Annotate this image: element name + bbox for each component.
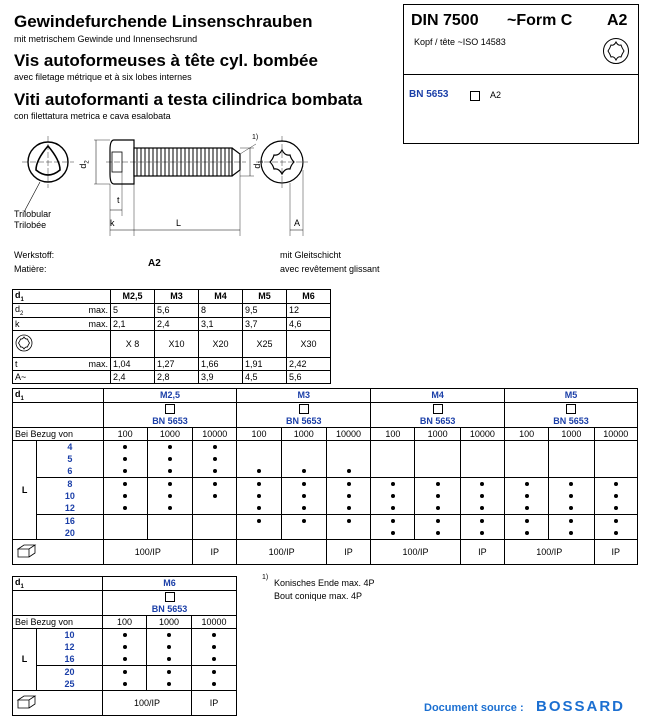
m6-availability-table [12, 576, 237, 716]
bn-checkbox[interactable] [470, 91, 480, 101]
dim-d1: $d_1$ [251, 160, 265, 169]
din-number: DIN 7500 [411, 12, 479, 29]
article-checkbox[interactable] [299, 404, 309, 414]
bn-link[interactable]: BN 5653 [152, 415, 188, 426]
m6-length-row: 20 [13, 665, 237, 678]
bossard-logo[interactable]: BOSSARD [536, 698, 626, 715]
dim-size: M5 [243, 290, 287, 304]
article-checkbox[interactable] [566, 404, 576, 414]
avail-length-row: 5 [13, 453, 638, 465]
dim-size: M3 [155, 290, 199, 304]
material-label-fr: Matière: [14, 264, 47, 274]
bn-article[interactable]: BN 5653 [409, 89, 449, 100]
m6-size-row: $d_1$ M6 [13, 577, 237, 591]
subtitle-it: con filettatura metrica e cava esalobata [14, 111, 171, 121]
subtitle-fr: avec filetage métrique et à six lobes internes [14, 72, 192, 82]
m6-length-row: L 10 [13, 628, 237, 641]
coating-de: mit Gleitschicht [280, 250, 342, 260]
bezug-label: Bei Bezug von [13, 427, 104, 440]
avail-length-row: 8 [13, 477, 638, 490]
bn-link[interactable]: BN 5653 [553, 415, 589, 426]
avail-size-row: $d_1$ M2,5 M3 M4 M5 [13, 389, 638, 403]
subtitle-de: mit metrischem Gewinde und Innensechsrund [14, 34, 198, 44]
label-trilobee: Trilobée [14, 220, 47, 230]
m6-length-row: 25 [13, 678, 237, 691]
bn-link[interactable]: BN 5653 [151, 603, 188, 614]
dim-row-A: A~ 2,4 2,8 3,9 4,5 5,6 [13, 370, 331, 383]
avail-length-row: 6 [13, 465, 638, 478]
head-standard: Kopf / tête ~ISO 14583 [414, 37, 506, 47]
avail-length-row: 10 [13, 490, 638, 502]
material-value: A2 [148, 258, 161, 269]
dim-A: A [294, 218, 301, 228]
footnote-marker: 1) [262, 574, 269, 581]
dim-header-row: $d_1$ M2,5 M3 M4 M5 M6 [13, 290, 331, 304]
m6-pack-row: 100/IP IP [13, 690, 237, 715]
m6-length-row: 16 [13, 653, 237, 666]
label-trilobular: Trilobular [14, 209, 52, 219]
bn-material: A2 [490, 90, 502, 100]
note-marker-drawing: 1) [252, 134, 259, 141]
dimension-table [12, 289, 331, 384]
bn-link[interactable]: BN 5653 [286, 415, 322, 426]
dim-size: M4 [199, 290, 243, 304]
screw-drawing [10, 130, 310, 242]
title-it: Viti autoformanti a testa cilindrica bombata [14, 90, 363, 109]
package-icon [15, 543, 37, 559]
article-checkbox[interactable] [165, 592, 175, 602]
torx-small-icon [15, 334, 33, 352]
torx-drive-icon [602, 37, 630, 65]
avail-size: M5 [505, 389, 638, 403]
coating-fr: avec revêtement glissant [280, 264, 380, 274]
avail-length-row: 20 [13, 527, 638, 540]
avail-size: M2,5 [103, 389, 237, 403]
m6-qty-row: Bei Bezug von 100 1000 10000 [13, 615, 237, 628]
dim-row-drive: X 8 X10 X20 X25 X30 [13, 330, 331, 357]
title-de: Gewindefurchende Linsenschrauben [14, 12, 313, 31]
dim-row-d2: $d_2$ max. 5 5,6 8 9,5 12 [13, 303, 331, 317]
dim-L: L [176, 218, 182, 228]
avail-pack-row: 100/IP IP 100/IP IP 100/IP IP 100/IP IP [13, 539, 638, 564]
avail-qty-row: Bei Bezug von 100 1000 10000 100 1000 10000 100 1000 10000 100 1000 10000 [13, 427, 638, 440]
article-checkbox[interactable] [433, 404, 443, 414]
material-code: A2 [607, 12, 628, 29]
bn-link[interactable]: BN 5653 [419, 415, 456, 426]
package-icon [15, 694, 37, 710]
dim-row-t: t max. 1,04 1,27 1,66 1,91 2,42 [13, 357, 331, 370]
avail-length-row: 12 [13, 502, 638, 515]
dim-k: k [110, 218, 115, 228]
article-checkbox[interactable] [165, 404, 175, 414]
avail-length-row: 16 [13, 514, 638, 527]
avail-size: M4 [371, 389, 505, 403]
document-source-label: Document source : [424, 702, 524, 714]
footnote-fr: Bout conique max. 4P [274, 591, 363, 601]
avail-size: M3 [237, 389, 371, 403]
footnote-de: Konisches Ende max. 4P [274, 578, 375, 588]
m6-length-row: 12 [13, 641, 237, 653]
dim-d2: $d_2$ [77, 160, 91, 169]
dim-t: t [117, 195, 120, 205]
standard-box [403, 4, 639, 144]
avail-bn-row [13, 402, 638, 427]
dim-size: M2,5 [111, 290, 155, 304]
dim-row-k: k max. 2,1 2,4 3,1 3,7 4,6 [13, 317, 331, 330]
avail-length-row: L 4 [13, 440, 638, 453]
availability-table [12, 388, 638, 565]
m6-bn-row [13, 590, 237, 615]
din-form: ~Form C [507, 12, 573, 29]
dim-size: M6 [287, 290, 331, 304]
material-label-de: Werkstoff: [14, 250, 55, 260]
title-fr: Vis autoformeuses à tête cyl. bombée [14, 51, 318, 70]
